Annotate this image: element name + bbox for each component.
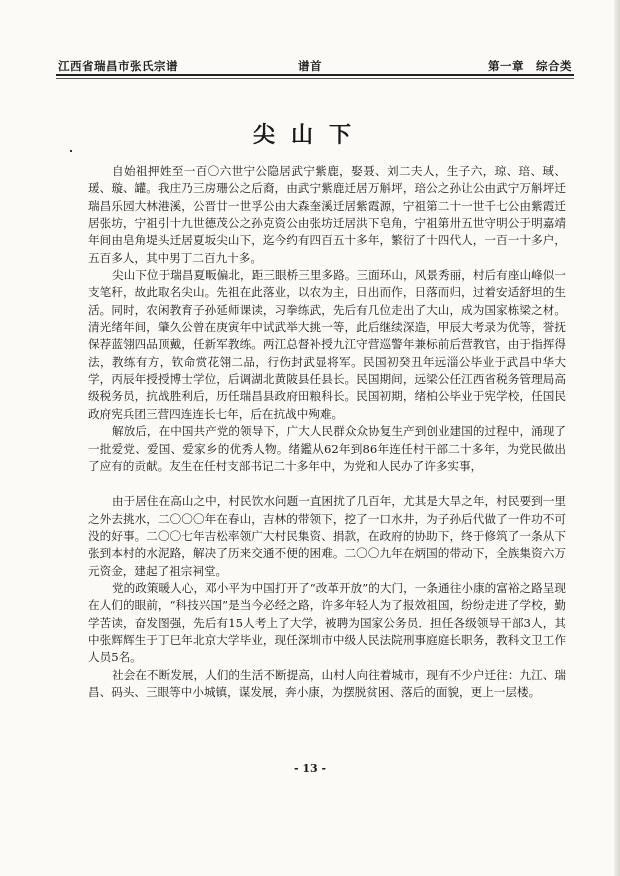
header-section: 谱首 [298,59,322,73]
paragraph: 党的政策暖人心，邓小平为中国打开了“改革开放”的大门，一条通往小康的富裕之路呈现在人们的眼前，“科技兴国”是当今必经之路，许多年轻人为了报效祖国，纷纷走进了学校，勤学苦读，奋发图强，先后有15人考上了大学，被聘为国家公务员．担任各级领导干部3人，其中张辉辉生于丁巳年北京大学毕业，现任深圳市中级人民法院刑事庭庭长职务，教科文卫工作人员5名。 [88,580,566,665]
paragraph: 社会在不断发展，人们的生活不断提高，山村人向往着城市，现有不少户迁往：九江、瑞昌、码头、三眼等中小城镇，谋发展，奔小康，为摆脱贫困、落后的面貌，更上一层楼。 [88,667,566,699]
running-header [58,56,572,74]
header-rule [56,74,574,76]
page-number: - 13 - [293,762,327,775]
header-rule-thin [56,78,574,79]
paragraph: 尖山下位于瑞昌夏畈偏北，距三眼桥三里多路。三面环山，风景秀丽，村后有座山峰似一支笔秆，故此取名尖山。先祖在此落业，以农为主，日出而作，日落而归，过着安适舒坦的生活。同时，农闲教育子孙延师课读，习拳练武，先后有几位走出了大山，成为国家栋梁之材。清光绪年间，肇久公曾在庚寅年中试武举大挑一等，此后继续深造，甲辰大考录为优等，誉抚保荐蓝翎四品顶戴，任新军教练。两江总督补授九江守营巡警年兼标前后营教官，由于指挥得法，教练有方，钦命赏花翎二品，行伤封武显将军。民国初癸丑年远淄公毕业于武昌中华大学，丙辰年授授博士学位，后调湖北黄陂县任县长。民国期间，远梁公任江西省税务管理局高级税务员，抗战胜利后，历任瑞昌县政府田粮科长。民国初期，绪柏公毕业于宪学校，任国民政府宪兵团三营四连连长七年，后在抗战中殉难。 [88,268,566,421]
body-text [88,163,566,701]
header-chapter: 第一章 综合类 [488,59,572,73]
paragraph: 由于居住在高山之中，村民饮水问题一直困扰了几百年，尤其是大旱之年，村民要到一里之外去挑水，二〇〇〇年在春山，吉林的带领下，挖了一口水井，为子孙后代做了一件功不可没的好事。二〇〇七年吉松率领广大村民集资、捐款，在政府的协助下，终于修筑了一条从下张到本村的水泥路，解决了历来交通不便的困难。二〇〇九年在炳国的带动下，全族集资六万元资金，建起了祖宗祠堂。 [88,494,566,578]
stray-dot [70,150,72,152]
header-book-title: 江西省瑞昌市张氏宗谱 [58,59,178,73]
paragraph: 解放后，在中国共产党的领导下，广大人民群众众协复生产到创业建国的过程中，涌现了一批爱党、爱国、爱家乡的优秀人物。绪鑑从62年到86年连任村干部二十多年，为党民做出了应有的贡献。友生在任村支部书记二十多年中，为党和人民办了许多实事， [88,424,566,473]
page-title: 尖山下 [252,122,367,148]
paragraph: 自始祖押姓至一百〇六世宁公隐居武宁紫鹿，娶聂、刘二夫人，生子六，琼、琣、琙、瑗、璇、罐。我庄乃三房珊公之后裔，由武宁紫鹿迁居万斛坪，琣公之孙让公由武宁万斛坪迁瑞昌乐园大林港溪，公晋廿一世孚公由大森奎溪迁居紫霞源，宁祖第二十一世千七公由紫霞迁居张坊，宁祖引十九世德茂公之孙克资公由张坊迁居洪下皂角，宁祖第卅五世守明公于明嘉靖年间由皂角堤头迁居夏坂尖山下，迄今约有四百五十多年，繁衍了十四代人，一百一十多户，五百多人，其中男丁二百九十多。 [88,164,566,265]
